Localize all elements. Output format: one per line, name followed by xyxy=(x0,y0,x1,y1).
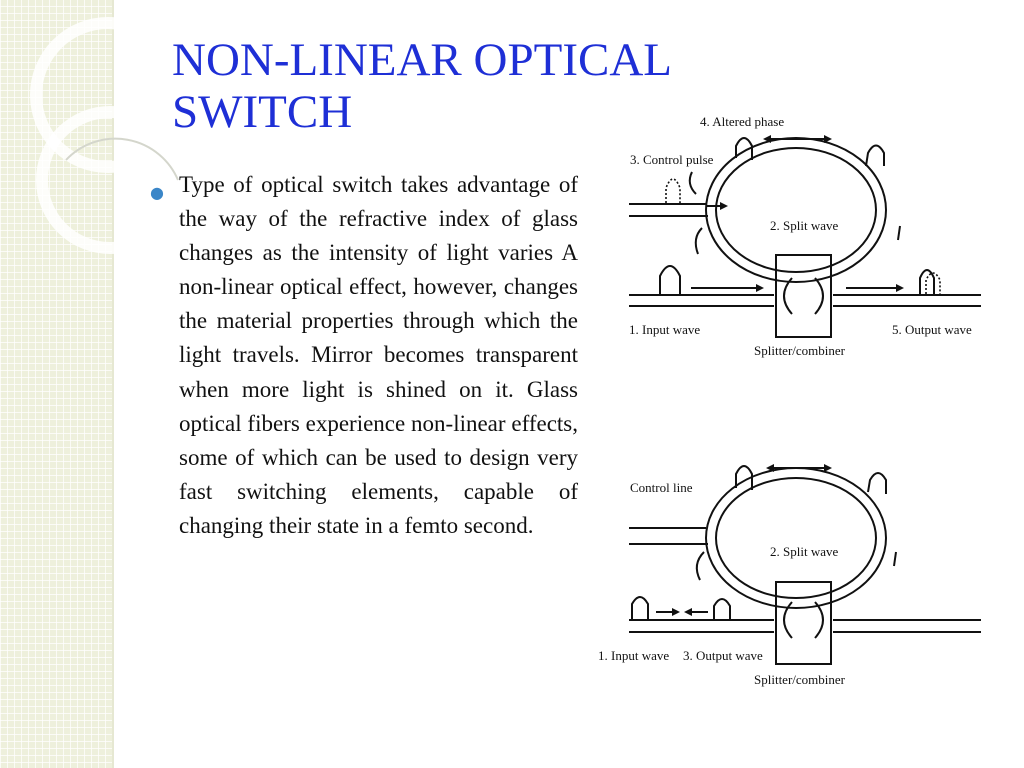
label-splitter-top: Splitter/combiner xyxy=(754,343,845,358)
label-output-wave-bottom: 3. Output wave xyxy=(683,648,763,663)
label-split-wave-top: 2. Split wave xyxy=(770,218,839,233)
diagram-bottom xyxy=(596,452,996,694)
label-output-wave-top: 5. Output wave xyxy=(892,322,972,337)
label-input-wave-bottom: 1. Input wave xyxy=(598,648,670,663)
label-input-wave-top: 1. Input wave xyxy=(629,322,701,337)
bullet-paragraph: Type of optical switch takes advantage of the way of the refractive index of glass changes as the intensity of light varies A non-linear optical effect, however, changes the material properties through which the light travels. Mirror becomes transparent when more light is shined on it. Glass optical fibers experience non-linear effects, some of which can be used to design very fast switching elements, capable of changing their state in a femto second. xyxy=(179,172,578,538)
title-line-2: SWITCH xyxy=(172,86,353,138)
label-control-pulse: 3. Control pulse xyxy=(630,152,714,167)
label-splitter-bottom: Splitter/combiner xyxy=(754,672,845,687)
label-split-wave-bottom: 2. Split wave xyxy=(770,544,839,559)
label-altered-phase: 4. Altered phase xyxy=(700,114,785,129)
diagram-top xyxy=(596,108,996,370)
bullet-dot-icon: ● xyxy=(150,183,164,202)
title-line-1: NON-LINEAR OPTICAL xyxy=(172,34,672,86)
label-control-line: Control line xyxy=(630,480,693,495)
